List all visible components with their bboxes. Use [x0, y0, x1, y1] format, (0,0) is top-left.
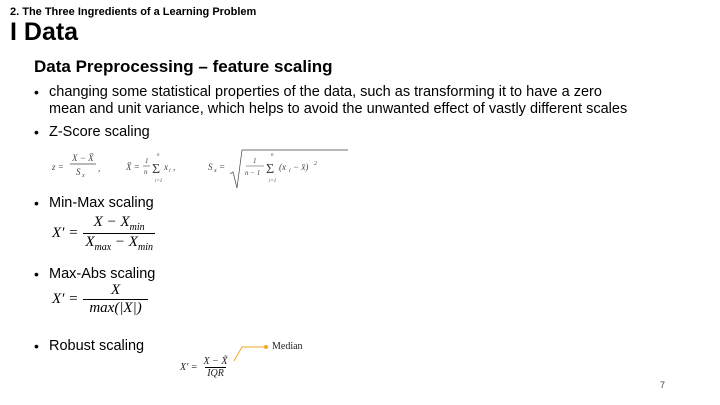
bullet-minmax-label: Min-Max scaling	[49, 195, 154, 211]
robust-denominator: IQR	[207, 368, 224, 379]
bullet-zscore-label: Z-Score scaling	[49, 124, 150, 140]
svg-text:S: S	[208, 162, 213, 172]
bullet-robust-label: Robust scaling	[49, 338, 145, 354]
svg-text:X − X̄: X − X̄	[72, 153, 94, 163]
minmax-denominator	[83, 233, 155, 253]
robust-fraction	[202, 356, 230, 379]
robust-lhs: X′ =	[180, 362, 198, 373]
svg-text:,: ,	[173, 162, 176, 172]
svg-text:1: 1	[253, 157, 257, 165]
svg-text:z =: z =	[52, 162, 64, 172]
maxabs-fraction	[83, 282, 147, 317]
slide-title: I Data	[10, 18, 79, 46]
svg-text:x: x	[214, 168, 217, 174]
robust-formula	[180, 356, 230, 379]
chapter-label: 2. The Three Ingredients of a Learning Problem	[10, 6, 257, 18]
svg-text:1: 1	[145, 157, 149, 165]
svg-text:n: n	[144, 168, 148, 176]
minmax-numerator	[92, 214, 147, 233]
minmax-fraction	[83, 214, 155, 253]
svg-text:,: ,	[98, 163, 101, 173]
svg-text:S: S	[76, 167, 81, 177]
svg-text:=: =	[219, 162, 226, 172]
bullet-dot: •	[34, 338, 39, 354]
minmax-num-sub: min	[129, 222, 145, 233]
svg-text:x: x	[164, 162, 168, 172]
bullet-dot: •	[34, 266, 39, 282]
bullet-intro-line1: changing some statistical properties of the data, such as transforming it to have a zero	[49, 84, 602, 100]
svg-text:n − 1: n − 1	[245, 169, 261, 177]
svg-text:n: n	[271, 153, 274, 158]
maxabs-lhs: X′ =	[52, 291, 79, 307]
maxabs-numerator: X	[110, 282, 121, 298]
svg-text:Σ: Σ	[266, 162, 275, 177]
bullet-intro-line2: mean and unit variance, which helps to avoid the unwanted effect of vastly different scales	[49, 101, 628, 117]
minmax-den-b-sub: min	[137, 242, 153, 253]
bullet-dot: •	[34, 124, 39, 140]
minmax-den-a-sub: max	[94, 242, 112, 253]
svg-text:X̄ =: X̄ =	[126, 162, 140, 172]
svg-text:Σ: Σ	[152, 162, 161, 177]
section-heading: Data Preprocessing – feature scaling	[34, 57, 333, 76]
minmax-formula	[52, 214, 155, 253]
svg-text:i=1: i=1	[269, 179, 277, 184]
maxabs-denominator: max(|X|)	[83, 299, 147, 317]
svg-text:n: n	[157, 153, 160, 158]
bullet-maxabs-label: Max-Abs scaling	[49, 266, 156, 282]
svg-text:x: x	[82, 173, 85, 179]
zscore-formula	[48, 144, 348, 192]
minmax-num-text: X − X	[93, 214, 130, 230]
minmax-den-mid: − X	[111, 234, 138, 250]
svg-text:i=1: i=1	[155, 179, 163, 184]
minmax-lhs: X′ =	[52, 225, 79, 241]
svg-text:2: 2	[314, 161, 317, 167]
bullet-dot: •	[34, 195, 39, 211]
svg-text:(x: (x	[279, 162, 286, 172]
svg-text:i: i	[169, 168, 171, 174]
page-number: 7	[659, 380, 665, 390]
svg-text:− x̄): − x̄)	[293, 162, 309, 172]
robust-numerator: X − X̃	[203, 356, 228, 367]
minmax-den-a: X	[85, 234, 95, 250]
median-pointer-line	[228, 341, 268, 363]
maxabs-formula	[52, 282, 148, 317]
median-annotation: Median	[272, 341, 303, 352]
svg-text:i: i	[289, 168, 291, 174]
bullet-dot: •	[34, 84, 39, 100]
